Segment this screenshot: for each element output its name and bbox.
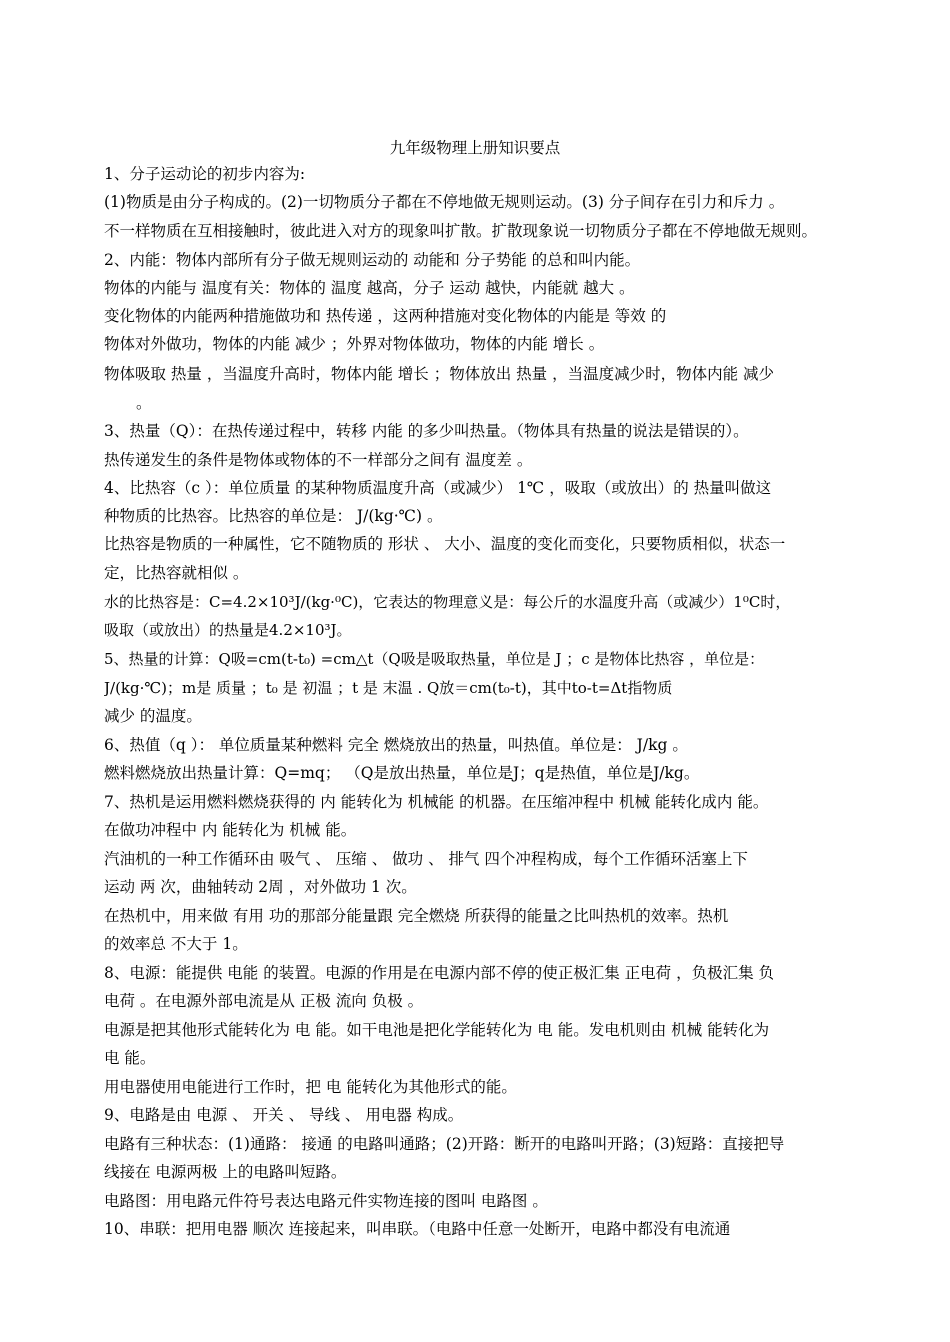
- text-line: 的效率总 不大于 1。: [104, 935, 248, 953]
- text-line: 电路有三种状态：(1)通路： 接通 的电路叫通路；(2)开路：断开的电路叫开路；(3)短路：直接把导: [104, 1135, 785, 1153]
- text-line: 电路图：用电路元件符号表达电路元件实物连接的图叫 电路图 。: [104, 1192, 548, 1210]
- text-line: 物体吸取 热量 ，当温度升高时，物体内能 增长 ；物体放出 热量 ，当温度减少时，物体内能 减少: [104, 365, 774, 383]
- text-line: 物体对外做功，物体的内能 减少 ；外界对物体做功，物体的内能 增长 。: [104, 335, 605, 353]
- text-line: 9、电路是由 电源 、 开关 、 导线 、 用电器 构成。: [104, 1106, 464, 1124]
- text-line: 燃料燃烧放出热量计算：Q=mq； （Q是放出热量，单位是J；q是热值，单位是J/kg。: [104, 764, 700, 782]
- text-line: 10、串联：把用电器 顺次 连接起来，叫串联。（电路中任意一处断开，电路中都没有电流通: [104, 1220, 731, 1238]
- text-line: 比热容是物质的一种属性，它不随物质的 形状 、 大小、温度的变化而变化，只要物质相似，状态一: [104, 535, 786, 553]
- text-line: 运动 两 次，曲轴转动 2周 ，对外做功 1 次。: [104, 878, 417, 896]
- text-line: 电荷 。在电源外部电流是从 正极 流向 负极 。: [104, 992, 424, 1010]
- page-title: 九年级物理上册知识要点: [389, 139, 561, 157]
- text-line: 1、分子运动论的初步内容为:: [104, 165, 306, 183]
- text-line: 热传递发生的条件是物体或物体的不一样部分之间有 温度差 。: [104, 451, 533, 469]
- text-line: 4、比热容（c ）：单位质量 的某种物质温度升高（或减少） 1℃ ，吸取（或放出）的 热量叫做这: [104, 479, 772, 497]
- text-line: (1)物质是由分子构成的。(2)一切物质分子都在不停地做无规则运动。(3) 分子间存在引力和斥力 。: [104, 193, 785, 211]
- text-line: 在做功冲程中 内 能转化为 机械 能。: [104, 821, 357, 839]
- text-line: 7、热机是运用燃料燃烧获得的 内 能转化为 机械能 的机器。在压缩冲程中 机械 能转化成内 能。: [104, 793, 769, 811]
- text-line: 物体的内能与 温度有关：物体的 温度 越高，分子 运动 越快，内能就 越大 。: [104, 279, 635, 297]
- text-line: 定，比热容就相似 。: [104, 564, 249, 582]
- text-line: 6、热值（q ）： 单位质量某种燃料 完全 燃烧放出的热量，叫热值。单位是： J/kg 。: [104, 736, 688, 754]
- text-line: J/(kg·℃)；m是 质量 ；t₀ 是 初温 ；t 是 末温 . Q放＝cm(t₀-t)，其中to-t=Δt指物质: [104, 679, 673, 697]
- text-line: 线接在 电源两极 上的电路叫短路。: [104, 1163, 347, 1181]
- text-line: 电 能。: [104, 1049, 156, 1067]
- text-line: 水的比热容是：C=4.2×10³J/(kg·⁰C)，它表达的物理意义是：每公斤的水温度升高（或减少）1⁰C时，: [104, 593, 791, 611]
- text-line: 种物质的比热容。比热容的单位是： J/(kg·℃) 。: [104, 507, 443, 525]
- text-line: 减少 的温度。: [104, 707, 202, 725]
- text-line: 汽油机的一种工作循环由 吸气 、 压缩 、 做功 、 排气 四个冲程构成，每个工作循环活塞上下: [104, 850, 748, 868]
- text-line: 电源是把其他形式能转化为 电 能。如干电池是把化学能转化为 电 能。发电机则由 机械 能转化为: [104, 1021, 770, 1039]
- text-line: 2、内能：物体内部所有分子做无规则运动的 动能和 分子势能 的总和叫内能。: [104, 251, 641, 269]
- text-line: 变化物体的内能两种措施做功和 热传递 ，这两种措施对变化物体的内能是 等效 的: [104, 307, 667, 325]
- text-line: 。: [136, 394, 152, 412]
- text-line: 不一样物质在互相接触时，彼此进入对方的现象叫扩散。扩散现象说一切物质分子都在不停地做无规则。: [104, 222, 818, 240]
- text-line: 5、热量的计算：Q吸=cm(t-t₀) =cm△t（Q吸是吸取热量，单位是 J ；c 是物体比热容 ，单位是：: [104, 650, 765, 668]
- text-line: 用电器使用电能进行工作时，把 电 能转化为其他形式的能。: [104, 1078, 517, 1096]
- text-line: 3、热量（Q）：在热传递过程中，转移 内能 的多少叫热量。（物体具有热量的说法是错误的）。: [104, 422, 749, 440]
- text-line: 8、电源：能提供 电能 的装置。电源的作用是在电源内部不停的使正极汇集 正电荷 ，负极汇集 负: [104, 964, 774, 982]
- text-line: 吸取（或放出）的热量是4.2×10³J。: [104, 621, 352, 639]
- text-line: 在热机中，用来做 有用 功的那部分能量跟 完全燃烧 所获得的能量之比叫热机的效率。热机: [104, 907, 729, 925]
